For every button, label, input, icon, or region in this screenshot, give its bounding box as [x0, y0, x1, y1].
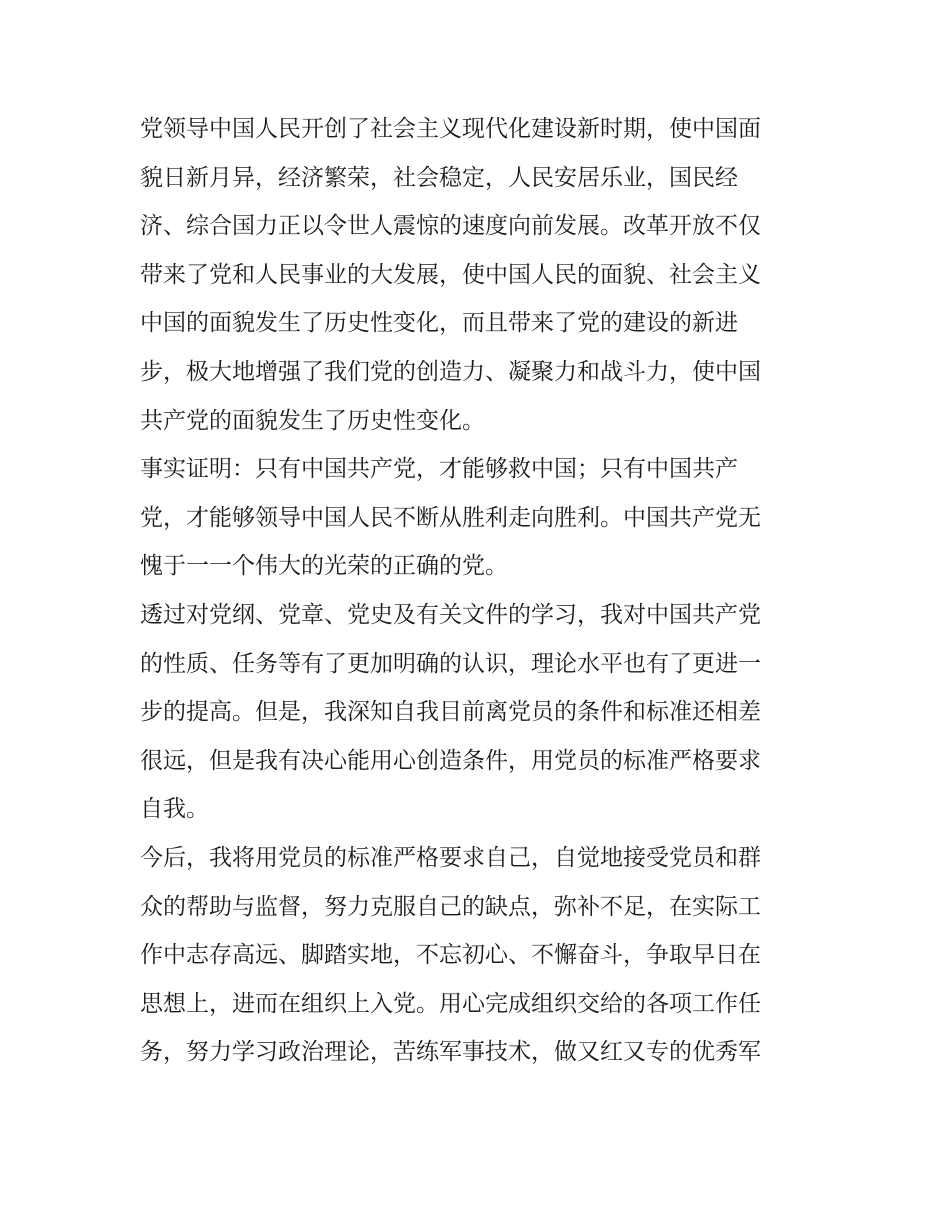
text-line-19: 思想上，进而在组织上入党。用心完成组织交给的各项工作任	[140, 990, 761, 1017]
text-line-4: 带来了党和人民事业的大发展，使中国人民的面貌、社会主义	[140, 261, 761, 288]
text-line-8: 事实证明：只有中国共产党，才能够救中国；只有中国共产	[140, 456, 738, 483]
text-line-18: 作中志存高远、脚踏实地，不忘初心、不懈奋斗，争取早日在	[140, 942, 761, 969]
text-line-2: 貌日新月异，经济繁荣，社会稳定，人民安居乐业，国民经	[140, 164, 738, 191]
text-line-16: 今后，我将用党员的标准严格要求自己，自觉地接受党员和群	[140, 844, 761, 871]
text-line-17: 众的帮助与监督，努力克服自己的缺点，弥补不足，在实际工	[140, 893, 761, 920]
text-line-20: 务，努力学习政治理论，苦练军事技术，做又红又专的优秀军	[140, 1039, 761, 1066]
text-line-7: 共产党的面貌发生了历史性变化。	[140, 407, 485, 434]
text-line-15: 自我。	[140, 796, 209, 823]
text-line-9: 党，才能够领导中国人民不断从胜利走向胜利。中国共产党无	[140, 504, 761, 531]
text-line-13: 步的提高。但是，我深知自我目前离党员的条件和标准还相差	[140, 699, 761, 726]
text-line-5: 中国的面貌发生了历史性变化，而且带来了党的建设的新进	[140, 310, 738, 337]
text-line-11: 透过对党纲、党章、党史及有关文件的学习，我对中国共产党	[140, 601, 761, 628]
text-line-3: 济、综合国力正以令世人震惊的速度向前发展。改革开放不仅	[140, 213, 761, 240]
text-line-1: 党领导中国人民开创了社会主义现代化建设新时期，使中国面	[140, 116, 761, 142]
text-line-6: 步，极大地增强了我们党的创造力、凝聚力和战斗力，使中国	[140, 358, 761, 385]
body-text	[140, 105, 820, 1077]
text-line-12: 的性质、任务等有了更加明确的认识，理论水平也有了更进一	[140, 650, 761, 677]
text-line-10: 愧于一一个伟大的光荣的正确的党。	[140, 553, 508, 580]
text-line-14: 很远，但是我有决心能用心创造条件，用党员的标准严格要求	[140, 747, 761, 774]
